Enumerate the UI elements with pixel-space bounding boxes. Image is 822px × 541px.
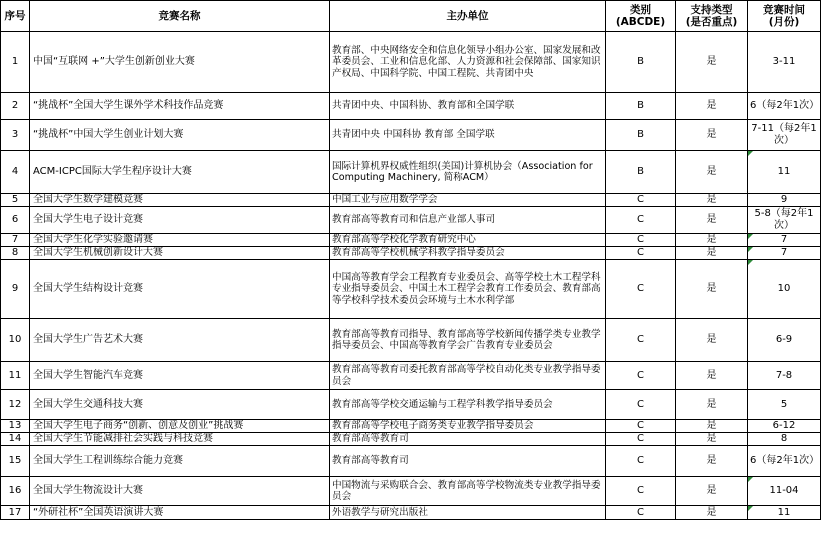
- competition-name: “外研社杯”全国英语演讲大赛: [33, 506, 164, 518]
- row-number: 13: [8, 420, 22, 431]
- competition-time-cell: [748, 433, 821, 446]
- competition-time: 11: [777, 166, 791, 177]
- table-row: [1, 151, 821, 194]
- competition-name-cell: [30, 446, 330, 477]
- competition-time-cell: [748, 120, 821, 151]
- competition-time: 7: [780, 247, 788, 258]
- competition-name: 全国大学生广告艺术大赛: [33, 334, 143, 345]
- competition-time: 7: [780, 234, 788, 245]
- competition-time: 6-9: [775, 334, 793, 345]
- category-cell: [606, 260, 676, 319]
- competition-time-cell: [748, 151, 821, 194]
- row-number: 16: [8, 485, 22, 496]
- row-number-cell: [1, 260, 30, 319]
- table-row: [1, 93, 821, 120]
- is-key-cell: [676, 234, 748, 247]
- organizer-cell: [330, 319, 606, 362]
- competition-name-cell: [30, 260, 330, 319]
- organizer: 中国物流与采购联合会、教育部高等学校物流类专业教学指导委员会: [332, 479, 601, 502]
- table-row: [1, 260, 821, 319]
- row-number: 6: [11, 214, 19, 225]
- organizer: 教育部高等学校化学教育研究中心: [332, 234, 476, 246]
- competition-name: “挑战杯”全国大学生课外学术科技作品竞赛: [33, 100, 224, 111]
- organizer-cell: [330, 151, 606, 194]
- organizer: 教育部高等教育司指导、教育部高等学校新闻传播学类专业教学指导委员会、中国高等教育学会广告教育专业委员会: [332, 328, 601, 351]
- category: C: [637, 433, 644, 444]
- row-number: 15: [8, 455, 22, 466]
- table-body: [1, 32, 821, 520]
- category-cell: [606, 433, 676, 446]
- row-number-cell: [1, 390, 30, 420]
- organizer-cell: [330, 362, 606, 390]
- category-cell: [606, 319, 676, 362]
- row-number: 17: [8, 506, 22, 518]
- competition-time-cell: [748, 446, 821, 477]
- organizer-cell: [330, 234, 606, 247]
- row-number-cell: [1, 247, 30, 260]
- category: C: [637, 420, 644, 431]
- table-row: [1, 247, 821, 260]
- competition-name: 全国大学生智能汽车竞赛: [33, 369, 143, 381]
- is-key: 是: [706, 100, 717, 111]
- table-row: [1, 234, 821, 247]
- competition-time-cell: [748, 420, 821, 433]
- table-row: [1, 420, 821, 433]
- category-cell: [606, 446, 676, 477]
- competition-name: 全国大学生机械创新设计大赛: [33, 247, 163, 258]
- table-row: [1, 319, 821, 362]
- competition-time: 10: [777, 283, 791, 294]
- competition-time-cell: [748, 260, 821, 319]
- category-cell: [606, 194, 676, 207]
- competition-time: 7-11（每2年1次）: [751, 123, 817, 146]
- row-number-cell: [1, 433, 30, 446]
- table-row: [1, 362, 821, 390]
- competition-time: 5-8（每2年1次）: [754, 208, 814, 231]
- is-key: 是: [706, 485, 717, 496]
- category-cell: [606, 207, 676, 234]
- is-key-cell: [676, 390, 748, 420]
- category: C: [637, 334, 644, 345]
- category: B: [637, 166, 644, 177]
- organizer-cell: [330, 420, 606, 433]
- row-number: 1: [11, 56, 19, 67]
- category: C: [637, 369, 644, 381]
- row-number: 11: [8, 369, 22, 381]
- competition-name-cell: [30, 362, 330, 390]
- competition-name-cell: [30, 151, 330, 194]
- header-category-line2: (ABCDE): [615, 16, 666, 28]
- competition-time: 11-04: [769, 485, 799, 496]
- is-key-cell: [676, 260, 748, 319]
- competition-name: 全国大学生结构设计竞赛: [33, 283, 143, 294]
- row-number: 8: [11, 247, 19, 258]
- competition-time-cell: [748, 506, 821, 520]
- competition-time-cell: [748, 234, 821, 247]
- category: C: [637, 506, 644, 518]
- is-key: 是: [706, 166, 717, 177]
- competition-time: 6（每2年1次）: [750, 455, 820, 466]
- organizer-cell: [330, 93, 606, 120]
- row-number-cell: [1, 32, 30, 93]
- organizer-cell: [330, 247, 606, 260]
- category: C: [637, 398, 644, 410]
- is-key-cell: [676, 446, 748, 477]
- competition-name-cell: [30, 120, 330, 151]
- row-number-cell: [1, 93, 30, 120]
- category-cell: [606, 234, 676, 247]
- table-row: [1, 433, 821, 446]
- organizer: 教育部高等学校机械学科教学指导委员会: [332, 247, 505, 259]
- row-number: 9: [11, 283, 19, 294]
- header-key-line1: 支持类型: [690, 4, 733, 16]
- is-key-cell: [676, 93, 748, 120]
- competition-name: “挑战杯”中国大学生创业计划大赛: [33, 129, 184, 140]
- row-number-cell: [1, 446, 30, 477]
- row-number: 14: [8, 433, 22, 444]
- competition-name-cell: [30, 433, 330, 446]
- competition-name-cell: [30, 207, 330, 234]
- competition-name-cell: [30, 420, 330, 433]
- category: C: [637, 283, 644, 294]
- competition-name-cell: [30, 247, 330, 260]
- organizer-cell: [330, 120, 606, 151]
- competition-time: 3-11: [772, 56, 796, 67]
- competition-time: 6-12: [772, 420, 796, 431]
- table-row: [1, 446, 821, 477]
- comment-indicator-icon: [748, 477, 753, 482]
- header-name: 竞赛名称: [30, 1, 330, 32]
- organizer-cell: [330, 194, 606, 207]
- is-key: 是: [706, 56, 717, 67]
- organizer: 中国工业与应用数学学会: [332, 194, 438, 206]
- category-cell: [606, 506, 676, 520]
- competition-time-cell: [748, 93, 821, 120]
- is-key: 是: [706, 455, 717, 466]
- category: C: [637, 214, 644, 225]
- competition-time: 6（每2年1次）: [750, 100, 820, 111]
- organizer: 教育部、中央网络安全和信息化领导小组办公室、国家发展和改革委员会、工业和信息化部、人力资源和社会保障部、国家知识产权局、中国科学院、中国工程院、共青团中央: [332, 44, 601, 79]
- competition-time-cell: [748, 247, 821, 260]
- comment-indicator-icon: [748, 260, 753, 265]
- competition-name-cell: [30, 506, 330, 520]
- competition-time: 5: [780, 398, 788, 410]
- competition-name-cell: [30, 477, 330, 506]
- table-row: [1, 506, 821, 520]
- row-number-cell: [1, 120, 30, 151]
- category-cell: [606, 477, 676, 506]
- header-time-line1: 竞赛时间: [763, 4, 805, 16]
- row-number: 3: [11, 129, 19, 140]
- table-row: [1, 477, 821, 506]
- is-key: 是: [706, 247, 717, 258]
- header-time: [748, 1, 821, 32]
- organizer-cell: [330, 446, 606, 477]
- row-number-cell: [1, 362, 30, 390]
- comment-indicator-icon: [748, 234, 753, 239]
- organizer: 外语教学与研究出版社: [332, 506, 428, 518]
- competition-time-cell: [748, 477, 821, 506]
- category-cell: [606, 362, 676, 390]
- organizer-cell: [330, 390, 606, 420]
- competition-name-cell: [30, 319, 330, 362]
- row-number-cell: [1, 477, 30, 506]
- is-key-cell: [676, 477, 748, 506]
- competition-time-cell: [748, 32, 821, 93]
- competition-name-cell: [30, 390, 330, 420]
- is-key-cell: [676, 433, 748, 446]
- organizer: 教育部高等教育司和信息产业部人事司: [332, 214, 496, 226]
- competition-time: 9: [780, 194, 788, 205]
- competition-name: 全国大学生电子设计竞赛: [33, 214, 143, 225]
- organizer: 教育部高等教育司: [332, 455, 409, 467]
- category: B: [637, 56, 644, 67]
- category: C: [637, 234, 644, 245]
- is-key: 是: [706, 214, 717, 225]
- row-number-cell: [1, 194, 30, 207]
- competition-time-cell: [748, 207, 821, 234]
- category-cell: [606, 93, 676, 120]
- category: C: [637, 455, 644, 466]
- row-number: 7: [11, 234, 19, 245]
- organizer: 教育部高等教育司: [332, 433, 409, 445]
- header-org: 主办单位: [330, 1, 606, 32]
- is-key: 是: [706, 420, 717, 431]
- organizer: 中国高等教育学会工程教育专业委员会、高等学校土木工程学科专业指导委员会、中国土木工程学会教育工作委员会、教育部高等学校科学技术委员会环境与土木水利学部: [332, 271, 601, 306]
- is-key-cell: [676, 151, 748, 194]
- category-cell: [606, 120, 676, 151]
- competition-name-cell: [30, 32, 330, 93]
- table-row: [1, 207, 821, 234]
- category: B: [637, 129, 644, 140]
- row-number-cell: [1, 151, 30, 194]
- organizer-cell: [330, 506, 606, 520]
- comment-indicator-icon: [748, 247, 753, 252]
- category: C: [637, 485, 644, 496]
- competition-name: 全国大学生节能减排社会实践与科技竞赛: [33, 433, 213, 444]
- organizer-cell: [330, 433, 606, 446]
- header-time-line2: (月份): [768, 16, 800, 28]
- is-key: 是: [706, 334, 717, 345]
- row-number: 5: [11, 194, 19, 205]
- competition-name: 中国“互联网 +”大学生创新创业大赛: [33, 56, 195, 67]
- category: C: [637, 247, 644, 258]
- table-row: [1, 194, 821, 207]
- competition-time: 11: [777, 506, 791, 518]
- is-key-cell: [676, 420, 748, 433]
- is-key: 是: [706, 194, 717, 205]
- is-key-cell: [676, 32, 748, 93]
- table-row: [1, 390, 821, 420]
- organizer-cell: [330, 477, 606, 506]
- row-number: 2: [11, 100, 19, 111]
- competition-time-cell: [748, 194, 821, 207]
- is-key: 是: [706, 506, 717, 518]
- organizer: 共青团中央 中国科协 教育部 全国学联: [332, 129, 495, 141]
- competition-name: 全国大学生电子商务“创新、创意及创业”挑战赛: [33, 420, 244, 431]
- is-key-cell: [676, 362, 748, 390]
- is-key-cell: [676, 194, 748, 207]
- competition-time: 7-8: [775, 369, 793, 381]
- is-key-cell: [676, 247, 748, 260]
- comment-indicator-icon: [748, 506, 753, 511]
- table-row: [1, 120, 821, 151]
- competition-name: 全国大学生数学建模竞赛: [33, 194, 143, 205]
- competition-name: 全国大学生物流设计大赛: [33, 485, 143, 496]
- category-cell: [606, 390, 676, 420]
- competition-name-cell: [30, 194, 330, 207]
- competition-time-cell: [748, 319, 821, 362]
- row-number-cell: [1, 506, 30, 520]
- organizer: 教育部高等教育司委托教育部高等学校自动化类专业教学指导委员会: [332, 364, 601, 387]
- is-key: 是: [706, 129, 717, 140]
- table-row: [1, 32, 821, 93]
- competition-name-cell: [30, 93, 330, 120]
- row-number-cell: [1, 319, 30, 362]
- header-key: [676, 1, 748, 32]
- row-number: 12: [8, 398, 22, 410]
- is-key: 是: [706, 433, 717, 444]
- category: B: [637, 100, 644, 111]
- row-number-cell: [1, 234, 30, 247]
- category-cell: [606, 247, 676, 260]
- is-key: 是: [706, 234, 717, 245]
- category-cell: [606, 151, 676, 194]
- is-key: 是: [706, 398, 717, 410]
- competition-name: ACM-ICPC国际大学生程序设计大赛: [33, 166, 192, 177]
- header-key-line2: (是否重点): [685, 16, 738, 28]
- row-number-cell: [1, 207, 30, 234]
- organizer: 教育部高等学校交通运输与工程学科教学指导委员会: [332, 398, 553, 410]
- header-category: [606, 1, 676, 32]
- competition-name: 全国大学生化学实验邀请赛: [33, 234, 153, 245]
- category-cell: [606, 420, 676, 433]
- competition-name-cell: [30, 234, 330, 247]
- row-number: 4: [11, 166, 19, 177]
- category-cell: [606, 32, 676, 93]
- is-key: 是: [706, 283, 717, 294]
- competition-time-cell: [748, 390, 821, 420]
- is-key: 是: [706, 369, 717, 381]
- competition-time-cell: [748, 362, 821, 390]
- is-key-cell: [676, 319, 748, 362]
- header-category-line1: 类别: [630, 4, 651, 16]
- competition-time: 8: [780, 433, 788, 444]
- organizer-cell: [330, 32, 606, 93]
- comment-indicator-icon: [748, 151, 753, 156]
- organizer: 国际计算机界权威性组织(美国)计算机协会（Association for Computing Machinery, 简称ACM）: [332, 160, 593, 183]
- organizer-cell: [330, 260, 606, 319]
- header-no: 序号: [1, 1, 30, 32]
- organizer: 教育部高等学校电子商务类专业教学指导委员会: [332, 420, 534, 432]
- is-key-cell: [676, 207, 748, 234]
- row-number-cell: [1, 420, 30, 433]
- header-row: [1, 1, 821, 32]
- competition-name: 全国大学生工程训练综合能力竞赛: [33, 455, 183, 466]
- competition-name: 全国大学生交通科技大赛: [33, 398, 143, 410]
- category: C: [637, 194, 644, 205]
- row-number: 10: [8, 334, 22, 345]
- is-key-cell: [676, 506, 748, 520]
- is-key-cell: [676, 120, 748, 151]
- organizer: 共青团中央、中国科协、教育部和全国学联: [332, 100, 515, 112]
- organizer-cell: [330, 207, 606, 234]
